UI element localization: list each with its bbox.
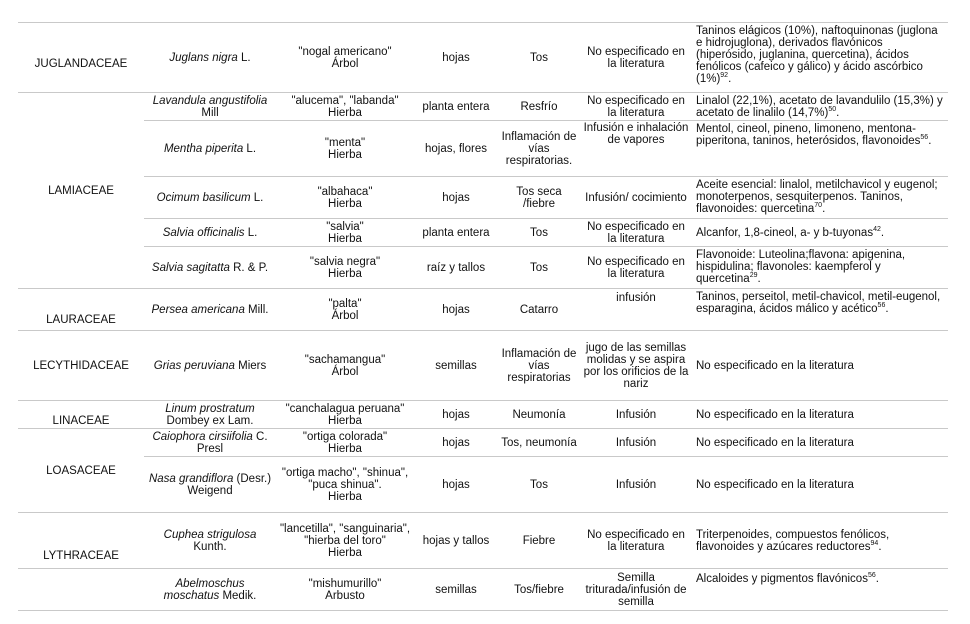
preparation-cell: Infusión/ cocimiento bbox=[580, 177, 692, 219]
species-cell: Salvia officinalis L. bbox=[144, 219, 276, 247]
plant-part-cell: hojas y tallos bbox=[414, 513, 498, 569]
compounds-cell: No especificado en la literatura bbox=[692, 401, 948, 429]
compounds-cell: Mentol, cineol, pineno, limoneno, mentona-piperitona, taninos, heterósidos, flavonoides$^{56}$. bbox=[692, 121, 948, 177]
plant-part-cell: planta entera bbox=[414, 93, 498, 121]
common-name-cell: "mishumurillo" Arbusto bbox=[276, 569, 414, 611]
preparation-cell: No especificado en la literatura bbox=[580, 247, 692, 289]
compounds-cell: Alcanfor, 1,8-cineol, a- y b-tuyonas$^{42}$. bbox=[692, 219, 948, 247]
family-cell: LECYTHIDACEAE bbox=[18, 331, 144, 401]
use-cell: Catarro bbox=[498, 289, 580, 331]
family-cell: LINACEAE bbox=[18, 401, 144, 429]
use-cell: Tos bbox=[498, 23, 580, 93]
use-cell: Tos seca /fiebre bbox=[498, 177, 580, 219]
table-row bbox=[18, 331, 948, 401]
table-row bbox=[18, 121, 948, 177]
use-cell: Resfrío bbox=[498, 93, 580, 121]
preparation-cell: Infusión e inhalación de vapores bbox=[580, 121, 692, 177]
family-cell: LOASACEAE bbox=[18, 429, 144, 513]
species-cell: Salvia sagitatta R. & P. bbox=[144, 247, 276, 289]
compounds-cell: No especificado en la literatura bbox=[692, 457, 948, 513]
plant-part-cell: hojas bbox=[414, 429, 498, 457]
table-row bbox=[18, 513, 948, 569]
use-cell: Inflamación de vías respiratorias. bbox=[498, 121, 580, 177]
species-cell: Lavandula angustifolia Mill bbox=[144, 93, 276, 121]
table-row bbox=[18, 429, 948, 457]
table-row bbox=[18, 247, 948, 289]
preparation-cell: Infusión bbox=[580, 457, 692, 513]
preparation-cell: No especificado en la literatura bbox=[580, 513, 692, 569]
plant-part-cell: semillas bbox=[414, 569, 498, 611]
table-row bbox=[18, 569, 948, 611]
common-name-cell: "nogal americano" Árbol bbox=[276, 23, 414, 93]
common-name-cell: "lancetilla", "sanguinaria", "hierba del toro" Hierba bbox=[276, 513, 414, 569]
common-name-cell: "ortiga colorada" Hierba bbox=[276, 429, 414, 457]
preparation-cell: Infusión bbox=[580, 429, 692, 457]
plant-part-cell: hojas bbox=[414, 401, 498, 429]
table-row bbox=[18, 457, 948, 513]
table-row bbox=[18, 23, 948, 93]
compounds-cell: Linalol (22,1%), acetato de lavandulilo (15,3%) y acetato de linalilo $(14,7\%)^{50}$. bbox=[692, 93, 948, 121]
table-row bbox=[18, 289, 948, 331]
use-cell: Tos bbox=[498, 219, 580, 247]
table-row bbox=[18, 93, 948, 121]
compounds-cell: No especificado en la literatura bbox=[692, 331, 948, 401]
compounds-cell: Flavonoide: Luteolina;flavona: apigenina, hispidulina; flavonoles: kaempferol y quercetina$^{29}$. bbox=[692, 247, 948, 289]
compounds-cell: Alcaloides y pigmentos flavónicos$^{56}$. bbox=[692, 569, 948, 611]
use-cell: Tos, neumonía bbox=[498, 429, 580, 457]
plant-part-cell: hojas bbox=[414, 177, 498, 219]
table-row bbox=[18, 401, 948, 429]
species-cell: Nasa grandiflora (Desr.) Weigend bbox=[144, 457, 276, 513]
plant-part-cell: semillas bbox=[414, 331, 498, 401]
use-cell: Tos bbox=[498, 247, 580, 289]
common-name-cell: "sachamangua" Árbol bbox=[276, 331, 414, 401]
compounds-cell: No especificado en la literatura bbox=[692, 429, 948, 457]
species-cell: Cuphea strigulosa Kunth. bbox=[144, 513, 276, 569]
family-cell: JUGLANDACEAE bbox=[18, 23, 144, 93]
plant-part-cell: raíz y tallos bbox=[414, 247, 498, 289]
use-cell: Fiebre bbox=[498, 513, 580, 569]
use-cell: Tos bbox=[498, 457, 580, 513]
use-cell: Neumonía bbox=[498, 401, 580, 429]
common-name-cell: "alucema", "labanda" Hierba bbox=[276, 93, 414, 121]
common-name-cell: "albahaca" Hierba bbox=[276, 177, 414, 219]
species-cell: Caiophora cirsiifolia C. Presl bbox=[144, 429, 276, 457]
common-name-cell: "palta" Árbol bbox=[276, 289, 414, 331]
plant-part-cell: hojas bbox=[414, 23, 498, 93]
common-name-cell: "salvia negra" Hierba bbox=[276, 247, 414, 289]
common-name-cell: "ortiga macho", "shinua", "puca shinua". Hierba bbox=[276, 457, 414, 513]
medicinal-plants-table bbox=[18, 22, 948, 611]
table-row bbox=[18, 177, 948, 219]
preparation-cell: Infusión bbox=[580, 401, 692, 429]
family-cell: LYTHRACEAE bbox=[18, 513, 144, 569]
common-name-cell: "salvia" Hierba bbox=[276, 219, 414, 247]
species-cell: Mentha piperita L. bbox=[144, 121, 276, 177]
species-cell: Ocimum basilicum L. bbox=[144, 177, 276, 219]
family-cell: LAURACEAE bbox=[18, 289, 144, 331]
compounds-cell: Taninos, perseitol, metil-chavicol, metil-eugenol, esparagina, ácidos málico y acético$^{56}$. bbox=[692, 289, 948, 331]
species-cell: Grias peruviana Miers bbox=[144, 331, 276, 401]
species-cell: Linum prostratum Dombey ex Lam. bbox=[144, 401, 276, 429]
preparation-cell: No especificado en la literatura bbox=[580, 93, 692, 121]
species-cell: Juglans nigra L. bbox=[144, 23, 276, 93]
preparation-cell: No especificado en la literatura bbox=[580, 219, 692, 247]
preparation-cell: jugo de las semillas molidas y se aspira por los orificios de la nariz bbox=[580, 331, 692, 401]
use-cell: Tos/fiebre bbox=[498, 569, 580, 611]
family-cell: LAMIACEAE bbox=[18, 93, 144, 289]
compounds-cell: Taninos elágicos (10%), naftoquinonas (juglona e hidrojuglona), derivados flavónicos (hiperósido, juglanina, quercetina), ácidos fenólicos (cafeico y gálico) y ácido ascórbico $(1\%)^{92}$. bbox=[692, 23, 948, 93]
table-row bbox=[18, 219, 948, 247]
compounds-cell: Aceite esencial: linalol, metilchavicol y eugenol; monoterpenos, sesquiterpenos. Taninos, flavonoides: quercetina$^{70}$. bbox=[692, 177, 948, 219]
common-name-cell: "canchalagua peruana" Hierba bbox=[276, 401, 414, 429]
plant-part-cell: hojas bbox=[414, 289, 498, 331]
common-name-cell: "menta" Hierba bbox=[276, 121, 414, 177]
preparation-cell: Semilla triturada/infusión de semilla bbox=[580, 569, 692, 611]
plant-part-cell: hojas bbox=[414, 457, 498, 513]
family-cell bbox=[18, 569, 144, 611]
species-cell: Persea americana Mill. bbox=[144, 289, 276, 331]
species-cell: Abelmoschus moschatus Medik. bbox=[144, 569, 276, 611]
plant-part-cell: planta entera bbox=[414, 219, 498, 247]
plant-part-cell: hojas, flores bbox=[414, 121, 498, 177]
compounds-cell: Triterpenoides, compuestos fenólicos, flavonoides y azúcares reductores$^{94}$. bbox=[692, 513, 948, 569]
use-cell: Inflamación de vías respiratorias bbox=[498, 331, 580, 401]
preparation-cell: No especificado en la literatura bbox=[580, 23, 692, 93]
preparation-cell: infusión bbox=[580, 289, 692, 331]
